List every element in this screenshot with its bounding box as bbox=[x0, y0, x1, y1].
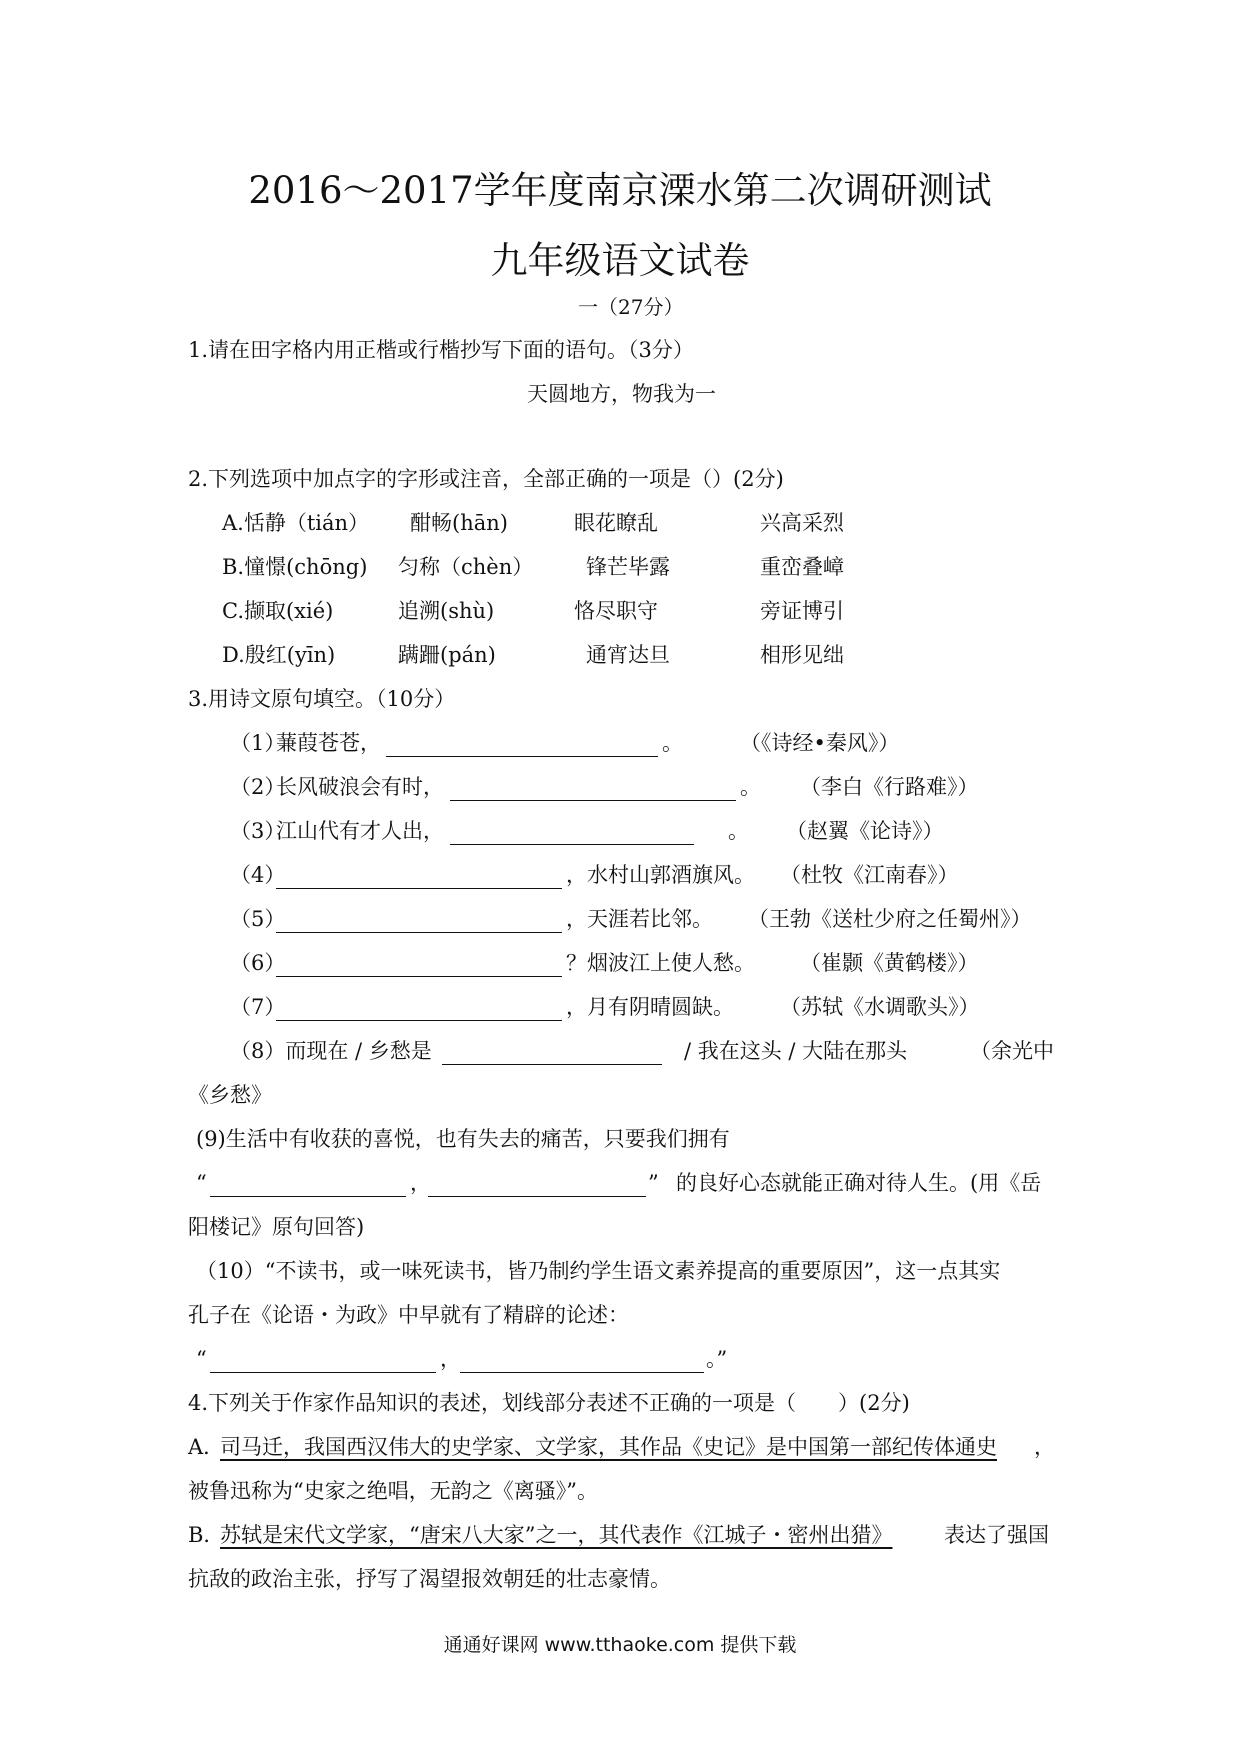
q3-item-3-source: （赵翼《论诗》） bbox=[786, 819, 944, 843]
q3-item-1-source: （《诗经•秦风》） bbox=[740, 731, 900, 755]
q3-item-5-num: （5） bbox=[230, 907, 286, 931]
q3-item-8-text2: / 我在这头 / 大陆在那头 bbox=[684, 1039, 908, 1063]
q3-item-2-blank[interactable] bbox=[450, 776, 736, 801]
q2-b-3: 锋芒毕露 bbox=[586, 555, 670, 579]
q3-item-1-before: 蒹葭苍苍， bbox=[276, 731, 381, 755]
q3-item-2-after: 。 bbox=[740, 775, 761, 799]
q2-prompt: 2.下列选项中加点字的字形或注音，全部正确的一项是（）(2分) bbox=[188, 467, 784, 491]
q3-item-3-before: 江山代有才人出， bbox=[276, 819, 444, 843]
q2-a-4: 兴高采烈 bbox=[760, 511, 844, 535]
q2-c-2: 追溯(shù) bbox=[398, 599, 495, 623]
q4-a-end: ， bbox=[1034, 1435, 1055, 1459]
q2-b-1: B.憧憬(chōng) bbox=[222, 555, 368, 579]
q3-item-10-text2: 孔子在《论语・为政》中早就有了精辟的论述： bbox=[188, 1303, 629, 1327]
q3-item-9-quote-open: “ bbox=[196, 1171, 207, 1195]
q4-b-end: 表达了强国 bbox=[944, 1523, 1049, 1547]
q3-item-3-after: 。 bbox=[728, 819, 749, 843]
q3-item-9-comma: ， bbox=[410, 1171, 431, 1195]
q3-item-2-source: （李白《行路难》） bbox=[800, 775, 979, 799]
q3-item-10-quote-open: “ bbox=[196, 1347, 207, 1371]
q3-item-4-source: （杜牧《江南春》） bbox=[780, 863, 959, 887]
q3-item-1-after: 。 bbox=[662, 731, 683, 755]
q1-prompt: 1.请在田字格内用正楷或行楷抄写下面的语句。（3分） bbox=[188, 338, 694, 362]
q2-a-3: 眼花瞭乱 bbox=[574, 511, 658, 535]
q3-item-8-source: （余光中 bbox=[970, 1039, 1054, 1063]
q3-item-9-text2: 的良好心态就能正确对待人生。(用《岳 bbox=[676, 1171, 1042, 1195]
page-footer: 通通好课网 www.tthaoke.com 提供下载 bbox=[443, 1634, 797, 1656]
q3-item-6-num: （6） bbox=[230, 951, 286, 975]
q3-item-10-comma: ， bbox=[440, 1347, 461, 1371]
q2-c-4: 旁证博引 bbox=[760, 599, 844, 623]
q3-item-9-quote-close: ” bbox=[648, 1171, 659, 1195]
q1-phrase: 天圆地方，物我为一 bbox=[527, 382, 716, 406]
q2-d-3: 通宵达旦 bbox=[586, 643, 670, 667]
q4-prompt: 4.下列关于作家作品知识的表述，划线部分表述不正确的一项是（ ）(2分) bbox=[188, 1391, 910, 1415]
q3-item-9-blank-2[interactable] bbox=[428, 1172, 646, 1197]
q2-b-2: 匀称（chèn） bbox=[398, 555, 534, 579]
q4-a-label: A． bbox=[188, 1435, 225, 1459]
q3-item-3-num: （3） bbox=[230, 819, 286, 843]
q2-b-4: 重峦叠嶂 bbox=[760, 555, 844, 579]
q3-item-8-text: （8）而现在 / 乡愁是 bbox=[230, 1039, 432, 1063]
q3-item-7-source: （苏轼《水调歌头》） bbox=[780, 995, 980, 1019]
q3-item-7-num: （7） bbox=[230, 995, 286, 1019]
q4-a-underlined: 司马迁，我国西汉伟大的史学家、文学家，其作品《史记》是中国第一部纪传体通史 bbox=[220, 1435, 997, 1459]
q2-d-4: 相形见绌 bbox=[760, 643, 844, 667]
q4-b-cont: 抗敌的政治主张，抒写了渴望报效朝廷的壮志豪情。 bbox=[188, 1567, 671, 1591]
q3-item-6-after: ？烟波江上使人愁。 bbox=[566, 951, 755, 975]
q2-c-3: 恪尽职守 bbox=[574, 599, 658, 623]
q3-item-4-num: （4） bbox=[230, 863, 286, 887]
q3-item-7-after: ，月有阴晴圆缺。 bbox=[566, 995, 734, 1019]
q2-a-2: 酣畅(hān) bbox=[410, 511, 508, 535]
q3-item-5-blank[interactable] bbox=[276, 908, 562, 933]
q3-item-5-after: ，天涯若比邻。 bbox=[566, 907, 713, 931]
q3-item-5-source: （王勃《送杜少府之任蜀州》） bbox=[748, 907, 1032, 931]
q3-item-10-blank-2[interactable] bbox=[460, 1348, 704, 1373]
q3-item-3-blank[interactable] bbox=[450, 820, 694, 845]
q2-c-1: C.撷取(xié) bbox=[222, 599, 334, 623]
q3-item-8-source2: 《乡愁》 bbox=[188, 1083, 272, 1107]
q4-b-underlined: 苏轼是宋代文学家，“唐宋八大家”之一，其代表作《江城子・密州出猎》 bbox=[220, 1523, 893, 1547]
q3-item-9-text3: 阳楼记》原句回答) bbox=[188, 1215, 365, 1239]
q3-item-2-before: 长风破浪会有时， bbox=[276, 775, 444, 799]
q3-item-6-source: （崔颢《黄鹤楼》） bbox=[800, 951, 979, 975]
q3-item-1-num: （1） bbox=[230, 731, 286, 755]
q3-item-2-num: （2） bbox=[230, 775, 286, 799]
q3-item-4-blank[interactable] bbox=[276, 864, 562, 889]
q4-a-cont: 被鲁迅称为“史家之绝唱，无韵之《离骚》”。 bbox=[188, 1479, 598, 1503]
q3-item-9-text: (9)生活中有收获的喜悦，也有失去的痛苦，只要我们拥有 bbox=[196, 1127, 730, 1151]
q3-item-10-text: （10）“不读书，或一味死读书，皆乃制约学生语文素养提高的重要原因”，这一点其实 bbox=[196, 1259, 1001, 1283]
q2-d-1: D.殷红(yīn) bbox=[222, 643, 336, 667]
q3-item-6-blank[interactable] bbox=[276, 952, 562, 977]
q3-prompt: 3.用诗文原句填空。（10分） bbox=[188, 687, 456, 711]
q2-a-1: A.恬静（tián） bbox=[222, 511, 370, 535]
q2-d-2: 蹒跚(pán) bbox=[398, 643, 496, 667]
q3-item-10-end: 。” bbox=[706, 1347, 728, 1371]
exam-title: 2016～2017学年度南京溧水第二次调研测试 bbox=[248, 169, 992, 212]
q3-item-1-blank[interactable] bbox=[386, 732, 658, 757]
q3-item-7-blank[interactable] bbox=[276, 996, 562, 1021]
exam-subtitle: 九年级语文试卷 bbox=[490, 239, 750, 282]
section-heading: 一（27分） bbox=[578, 295, 684, 319]
q3-item-9-blank-1[interactable] bbox=[210, 1172, 406, 1197]
q3-item-4-after: ，水村山郭酒旗风。 bbox=[566, 863, 755, 887]
q3-item-8-blank[interactable] bbox=[442, 1040, 662, 1065]
q4-b-label: B． bbox=[188, 1523, 225, 1547]
q3-item-10-blank-1[interactable] bbox=[210, 1348, 436, 1373]
